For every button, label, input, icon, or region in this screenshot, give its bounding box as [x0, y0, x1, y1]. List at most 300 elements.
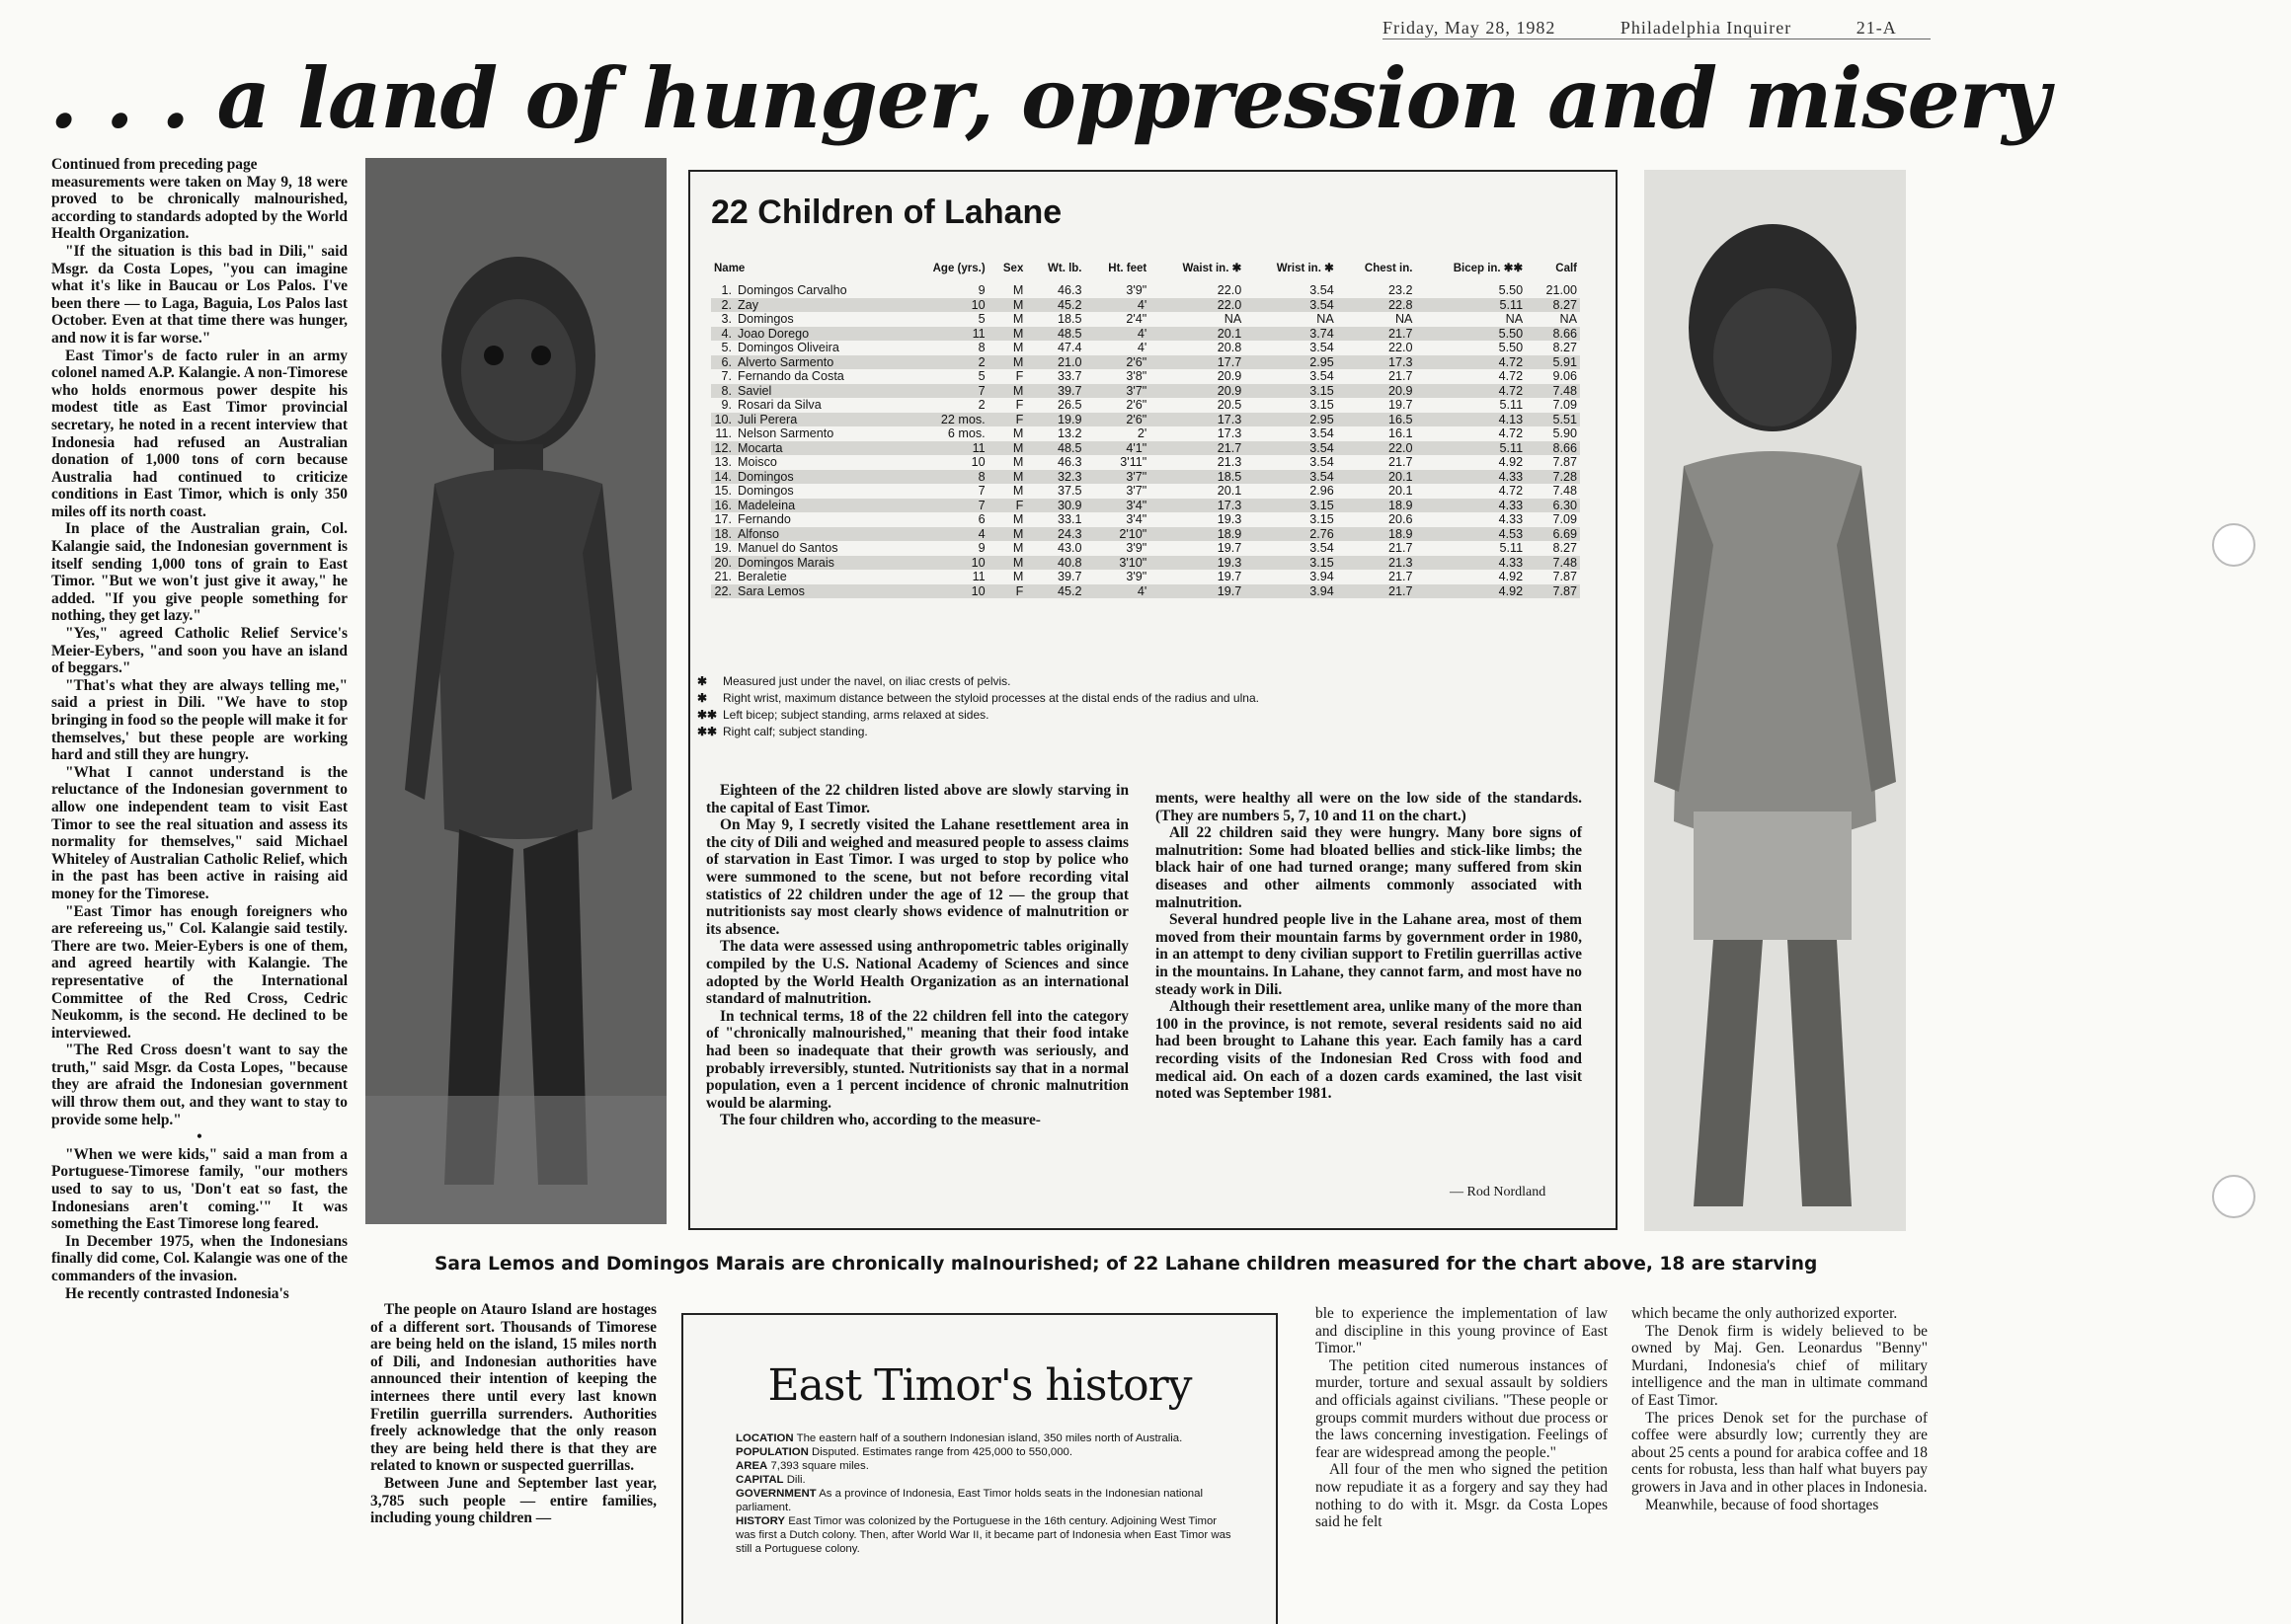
row-number-cell: 6.	[711, 355, 735, 370]
height-cell: 2'6"	[1126, 398, 1147, 412]
age-cell: 10	[903, 584, 988, 599]
height-cell: 2'6"	[1085, 355, 1150, 370]
weight-cell: 48.5	[1026, 441, 1084, 456]
wrist-cell: 3.15	[1244, 384, 1337, 399]
col-header-wrist: Wrist in. ✱	[1276, 263, 1334, 274]
calf-cell: 9.06	[1552, 369, 1577, 383]
calf-cell: 7.87	[1552, 570, 1577, 583]
weight-cell: 47.4	[1058, 341, 1082, 354]
bicep-cell: NA	[1505, 312, 1524, 326]
left-paragraph: In place of the Australian grain, Col. Kalangie said, the Indonesian government is itself sending 1,000 tons of grain to East Timor. "But we won't just give it away," he added. "If you give people something for nothing, they get lazy."	[51, 520, 348, 625]
wrist-cell: 2.95	[1244, 355, 1337, 370]
chest-cell: 22.0	[1337, 441, 1416, 456]
waist-cell: NA	[1224, 312, 1242, 326]
footnote: ✱✱ Left bicep; subject standing, arms relaxed at sides.	[697, 708, 989, 722]
table-row	[711, 327, 1580, 342]
row-number-cell: 11.	[715, 426, 732, 440]
row-number-cell: 9.	[721, 398, 732, 412]
weight-cell: 37.5	[1058, 484, 1082, 498]
photo-child-left	[365, 158, 667, 1224]
height-cell: 2'	[1137, 426, 1147, 440]
wrist-cell: 3.54	[1309, 369, 1334, 383]
weight-cell: 48.5	[1026, 327, 1084, 342]
calf-cell: 7.28	[1526, 470, 1580, 485]
waist-cell: 17.3	[1149, 499, 1244, 513]
table-row	[711, 570, 1580, 584]
waist-cell: 17.7	[1149, 355, 1244, 370]
wrist-cell: 3.54	[1309, 341, 1334, 354]
table-row	[711, 355, 1580, 370]
footnote: ✱✱ Right calf; subject standing.	[697, 725, 868, 738]
article-paragraph: Although their resettlement area, unlike many of the more than 100 in the province, is not remote, several residents said no aid had been brought to Lahane this year. Each family has a card recording visits of the Indonesian Red Cross with food and medical aid. On each of a dozen cards examined, the last visit noted was September 1981.	[1155, 998, 1582, 1103]
row-number-cell: 15.	[714, 484, 732, 498]
table-row	[711, 499, 1580, 513]
height-cell: 4'1"	[1085, 441, 1150, 456]
chest-cell: 21.3	[1337, 556, 1416, 571]
chest-cell: 23.2	[1387, 283, 1413, 297]
age-cell: 4	[903, 527, 988, 542]
article-paragraph: The prices Denok set for the purchase of coffee were absurdly low; currently they are about 25 cents a pound for arabica coffee and 18 cents for robusta, less than half what buyers pay growers in Java and in other places in Indonesia.	[1631, 1409, 1928, 1496]
wrist-cell: 3.15	[1244, 556, 1337, 571]
photo-child-right	[1644, 170, 1906, 1231]
history-item: GOVERNMENT As a province of Indonesia, East Timor holds seats in the Indonesian national parliament.	[736, 1488, 1203, 1513]
col-header-calf: Calf	[1555, 263, 1577, 274]
chest-cell: 17.3	[1337, 355, 1416, 370]
bicep-cell: 4.13	[1415, 413, 1526, 427]
waist-cell: 19.7	[1217, 570, 1242, 583]
col-header-waist: Waist in. ✱	[1182, 263, 1242, 274]
sex-cell: F	[988, 499, 1027, 513]
masthead-page: 21-A	[1856, 18, 1897, 38]
left-paragraph: "When we were kids," said a man from a Portuguese-Timorese family, "our mothers used to say to us, 'Don't eat so fast, the Indonesians aren't coming.'" It was something the East Timorese long feared.	[51, 1145, 348, 1233]
child-name-cell: Joao Dorego	[735, 327, 903, 342]
table-row	[711, 441, 1580, 456]
age-cell: 8	[978, 341, 986, 354]
weight-cell: 39.7	[1026, 384, 1084, 399]
wrist-cell: 3.15	[1309, 398, 1334, 412]
row-number-cell: 10.	[711, 413, 735, 427]
footnote: ✱ Measured just under the navel, on iliac crests of pelvis.	[697, 674, 1011, 688]
chest-cell: 22.8	[1337, 298, 1416, 313]
chest-cell: 22.0	[1387, 341, 1413, 354]
calf-cell: 8.66	[1526, 327, 1580, 342]
child-name-cell: Rosari da Silva	[738, 398, 822, 412]
height-cell: 3'4"	[1126, 512, 1147, 526]
table-row	[711, 283, 1580, 298]
table-body	[711, 283, 1580, 598]
bicep-cell: 4.72	[1415, 384, 1526, 399]
calf-cell: 7.48	[1526, 556, 1580, 571]
article-paragraph: In technical terms, 18 of the 22 children fell into the category of "chronically malnourished," meaning that their food intake had been so inadequate that their growth was seriously, and probably irreversibly, stunted. Nutritionists say that in a normal population, even a 1 percent incidence of chronic malnutrition would be alarming.	[706, 1007, 1129, 1112]
child-name-cell: Madeleina	[735, 499, 903, 513]
height-cell: 4'	[1137, 341, 1147, 354]
child-name-cell: Domingos Carvalho	[738, 283, 847, 297]
history-item: AREA 7,393 square miles.	[736, 1460, 869, 1472]
left-paragraph: He recently contrasted Indonesia's	[65, 1284, 289, 1302]
col-header-weight: Wt. lb.	[1048, 263, 1082, 274]
masthead	[1382, 18, 1931, 39]
photo-caption: Sara Lemos and Domingos Marais are chronically malnourished; of 22 Lahane children measured for the chart above, 18 are starving	[434, 1254, 1818, 1275]
history-item: CAPITAL Dili.	[736, 1474, 806, 1486]
article-paragraph: ments, were healthy all were on the low side of the standards. (They are numbers 5, 7, 10 and 11 on the chart.)	[1155, 790, 1582, 824]
row-number-cell: 12.	[711, 441, 735, 456]
child-name-cell: Beraletie	[738, 570, 787, 583]
bicep-cell: 5.11	[1499, 398, 1524, 412]
binder-hole	[2212, 523, 2255, 567]
age-cell: 5	[978, 369, 986, 383]
sex-cell: M	[1012, 312, 1024, 326]
waist-cell: 20.8	[1217, 341, 1242, 354]
age-cell: 2	[903, 355, 988, 370]
history-body	[736, 1431, 1239, 1556]
calf-cell: 5.91	[1526, 355, 1580, 370]
age-cell: 9	[978, 283, 986, 297]
bicep-cell: 5.50	[1415, 327, 1526, 342]
waist-cell: 19.7	[1217, 541, 1242, 555]
waist-cell: 21.3	[1217, 455, 1242, 469]
weight-cell: 45.2	[1026, 584, 1084, 599]
child-name-cell: Zay	[735, 298, 903, 313]
table-row	[711, 541, 1580, 556]
calf-cell: 8.66	[1526, 441, 1580, 456]
row-number-cell: 1.	[721, 283, 732, 297]
child-name-cell: Domingos	[735, 470, 903, 485]
age-cell: 2	[978, 398, 986, 412]
waist-cell: 19.3	[1217, 512, 1242, 526]
height-cell: 3'7"	[1085, 384, 1150, 399]
table-row	[711, 298, 1580, 313]
weight-cell: 32.3	[1026, 470, 1084, 485]
calf-cell: 7.48	[1526, 384, 1580, 399]
table-row	[711, 312, 1580, 327]
sex-cell: M	[1012, 283, 1024, 297]
calf-cell: 6.69	[1526, 527, 1580, 542]
age-cell: 8	[903, 470, 988, 485]
chest-cell: NA	[1394, 312, 1413, 326]
history-item: LOCATION The eastern half of a southern Indonesian island, 350 miles north of Australia.	[736, 1432, 1183, 1444]
age-cell: 22 mos.	[903, 413, 988, 427]
row-number-cell: 2.	[711, 298, 735, 313]
waist-cell: 20.9	[1149, 384, 1244, 399]
age-cell: 10	[971, 455, 986, 469]
waist-cell: 19.3	[1149, 556, 1244, 571]
child-name-cell: Saviel	[735, 384, 903, 399]
calf-cell: 7.09	[1552, 398, 1577, 412]
article-paragraph: Meanwhile, because of food shortages	[1645, 1496, 1879, 1513]
age-cell: 11	[903, 327, 988, 342]
sex-cell: M	[988, 441, 1027, 456]
col-header-chest: Chest in.	[1364, 263, 1413, 274]
chest-cell: 21.7	[1337, 584, 1416, 599]
bottom-column-5	[1631, 1305, 1928, 1513]
child-name-cell: Alfonso	[735, 527, 903, 542]
table-row	[711, 556, 1580, 571]
weight-cell: 26.5	[1058, 398, 1082, 412]
chest-cell: 21.7	[1387, 570, 1413, 583]
height-cell: 3'9"	[1126, 283, 1147, 297]
bicep-cell: 5.11	[1499, 541, 1524, 555]
weight-cell: 13.2	[1058, 426, 1082, 440]
chest-cell: 16.5	[1337, 413, 1416, 427]
sex-cell: M	[1012, 512, 1024, 526]
article-paragraph: The petition cited numerous instances of murder, torture and sexual assault by soldiers and officials against civilians. "These people or groups commit murders without due process or the laws concerning investigation. Feelings of fear are widespread among the people."	[1315, 1356, 1608, 1461]
weight-cell: 46.3	[1058, 283, 1082, 297]
waist-cell: 20.5	[1217, 398, 1242, 412]
bicep-cell: 4.92	[1415, 584, 1526, 599]
height-cell: 4'	[1085, 584, 1150, 599]
waist-cell: 18.5	[1149, 470, 1244, 485]
wrist-cell: 3.54	[1244, 298, 1337, 313]
row-number-cell: 17.	[714, 512, 732, 526]
weight-cell: 39.7	[1058, 570, 1082, 583]
row-number-cell: 5.	[721, 341, 732, 354]
age-cell: 5	[978, 312, 986, 326]
waist-cell: 22.0	[1149, 298, 1244, 313]
sex-cell: F	[988, 413, 1027, 427]
child-name-cell: Manuel do Santos	[738, 541, 838, 555]
bicep-cell: 5.50	[1498, 283, 1524, 297]
wrist-cell: NA	[1316, 312, 1334, 326]
table-row	[711, 470, 1580, 485]
bottom-column-4	[1315, 1305, 1608, 1531]
age-cell: 7	[903, 499, 988, 513]
age-cell: 9	[978, 541, 986, 555]
bicep-cell: 4.72	[1415, 355, 1526, 370]
chest-cell: 21.7	[1387, 541, 1413, 555]
bicep-cell: 4.33	[1415, 556, 1526, 571]
weight-cell: 30.9	[1026, 499, 1084, 513]
height-cell: 2'6"	[1085, 413, 1150, 427]
waist-cell: 18.9	[1149, 527, 1244, 542]
article-paragraph: All four of the men who signed the petition now repudiate it as a forgery and say they had nothing to do with it. Msgr. da Costa Lopes said he felt	[1315, 1461, 1608, 1531]
table-row	[711, 455, 1580, 470]
bicep-cell: 4.33	[1415, 499, 1526, 513]
weight-cell: 40.8	[1026, 556, 1084, 571]
height-cell: 4'	[1085, 327, 1150, 342]
sex-cell: M	[1012, 455, 1024, 469]
bicep-cell: 4.72	[1498, 426, 1524, 440]
row-number-cell: 16.	[711, 499, 735, 513]
height-cell: 3'8"	[1126, 369, 1147, 383]
weight-cell: 19.9	[1026, 413, 1084, 427]
chest-cell: 21.7	[1387, 369, 1413, 383]
weight-cell: 33.7	[1058, 369, 1082, 383]
chest-cell: 20.1	[1387, 484, 1413, 498]
child-name-cell: Fernando da Costa	[738, 369, 844, 383]
col-header-age: Age (yrs.)	[932, 263, 986, 274]
weight-cell: 43.0	[1058, 541, 1082, 555]
weight-cell: 24.3	[1026, 527, 1084, 542]
sex-cell: M	[988, 384, 1027, 399]
sex-cell: M	[1012, 570, 1024, 583]
table-row	[711, 527, 1580, 542]
row-number-cell: 20.	[711, 556, 735, 571]
height-cell: 3'9"	[1126, 541, 1147, 555]
height-cell: 3'10"	[1085, 556, 1150, 571]
bicep-cell: 4.72	[1498, 484, 1524, 498]
child-name-cell: Juli Perera	[735, 413, 903, 427]
child-name-cell: Mocarta	[735, 441, 903, 456]
age-cell: 7	[978, 484, 986, 498]
left-paragraph: "Yes," agreed Catholic Relief Service's Meier-Eybers, "and soon you have an island of beggars."	[51, 625, 348, 677]
row-number-cell: 18.	[711, 527, 735, 542]
wrist-cell: 3.54	[1309, 541, 1334, 555]
row-number-cell: 8.	[711, 384, 735, 399]
article-paragraph: The four children who, according to the measure-	[720, 1112, 1041, 1129]
chest-cell: 19.7	[1387, 398, 1413, 412]
waist-cell: 20.9	[1217, 369, 1242, 383]
article-paragraph: Several hundred people live in the Lahane area, most of them moved from their mountain farms by government order in 1980, in an attempt to deny civilian support to Fretilin guerrillas active in the mountains. In Lahane, they cannot farm, and most have no steady work in Dili.	[1155, 911, 1582, 998]
footnote: ✱ Right wrist, maximum distance between the styloid processes at the distal ends of the radius and ulna.	[697, 691, 1259, 705]
waist-cell: 17.3	[1217, 426, 1242, 440]
row-number-cell: 4.	[711, 327, 735, 342]
article-paragraph: The data were assessed using anthropometric tables originally compiled by the U.S. National Academy of Sciences and since adopted by the World Health Organization as an international standard of malnutrition.	[706, 938, 1129, 1008]
table-row	[711, 384, 1580, 399]
child-name-cell: Sara Lemos	[735, 584, 903, 599]
height-cell: 2'4"	[1126, 312, 1147, 326]
row-number-cell: 3.	[721, 312, 732, 326]
byline: — Rod Nordland	[1450, 1185, 1546, 1199]
chest-cell: 21.7	[1387, 455, 1413, 469]
age-cell: 6 mos.	[947, 426, 986, 440]
row-number-cell: 7.	[721, 369, 732, 383]
age-cell: 11	[903, 441, 988, 456]
weight-cell: 21.0	[1026, 355, 1084, 370]
wrist-cell: 3.54	[1309, 455, 1334, 469]
weight-cell: 46.3	[1058, 455, 1082, 469]
table-header-row	[711, 263, 1580, 275]
height-cell: 3'11"	[1120, 455, 1147, 469]
height-cell: 2'10"	[1085, 527, 1150, 542]
left-paragraph: "The Red Cross doesn't want to say the truth," said Msgr. da Costa Lopes, "because they are afraid the Indonesian government will throw them out, and they want to stay to provide some help."	[51, 1042, 348, 1128]
left-paragraph: measurements were taken on May 9, 18 were proved to be chronically malnourished, according to standards adopted by the World Health Organization.	[51, 173, 348, 243]
calf-cell: 6.30	[1526, 499, 1580, 513]
col-header-height: Ht. feet	[1108, 263, 1147, 274]
calf-cell: 8.27	[1526, 298, 1580, 313]
height-cell: 3'4"	[1085, 499, 1150, 513]
chest-cell: 20.1	[1337, 470, 1416, 485]
age-cell: 10	[903, 298, 988, 313]
article-paragraph: The Denok firm is widely believed to be owned by Maj. Gen. Leonardus "Benny" Murdani, Indonesia's chief of military intelligence and the man in ultimate command of East Timor.	[1631, 1322, 1928, 1409]
age-cell: 10	[903, 556, 988, 571]
chest-cell: 21.7	[1337, 327, 1416, 342]
calf-cell: 7.87	[1552, 455, 1577, 469]
calf-cell: NA	[1559, 312, 1577, 326]
calf-cell: 8.27	[1552, 541, 1577, 555]
child-name-cell: Domingos Marais	[735, 556, 903, 571]
article-column-2	[1155, 790, 1582, 1103]
calf-cell: 8.27	[1552, 341, 1577, 354]
waist-cell: 21.7	[1149, 441, 1244, 456]
waist-cell: 19.7	[1149, 584, 1244, 599]
height-cell: 3'9"	[1126, 570, 1147, 583]
chest-cell: 20.6	[1387, 512, 1413, 526]
sex-cell: M	[1012, 484, 1024, 498]
left-paragraph: "East Timor has enough foreigners who are refereeing us," Col. Kalangie said testily. There are two. Meier-Eybers is one of them, and agreed heartily with Kalangie. The representative of the International Committee of the Red Cross, Cedric Neukomm, is the second. He declined to be interviewed.	[51, 902, 348, 1042]
history-item: HISTORY East Timor was colonized by the Portuguese in the 16th century. Adjoining West Timor was first a Dutch colony. Then, after World War II, it became part of Indonesia when East Timor was still a Portuguese colony.	[736, 1515, 1231, 1555]
chest-cell: 16.1	[1387, 426, 1413, 440]
table-row	[711, 341, 1580, 355]
height-cell: 4'	[1085, 298, 1150, 313]
table-row	[711, 512, 1580, 527]
calf-cell: 5.90	[1552, 426, 1577, 440]
left-paragraph: "If the situation is this bad in Dili," said Msgr. da Costa Lopes, "you can imagine what it's like in Baucau or Los Palos. I've been there — to Laga, Baguia, Los Palos last October. Even at that time there was hunger, and now it is far worse."	[51, 242, 348, 347]
sex-cell: F	[1015, 369, 1024, 383]
chest-cell: 18.9	[1337, 499, 1416, 513]
sex-cell: M	[988, 527, 1027, 542]
bicep-cell: 5.50	[1498, 341, 1524, 354]
chest-cell: 20.9	[1337, 384, 1416, 399]
sex-cell: M	[988, 556, 1027, 571]
article-column-1	[706, 782, 1129, 1129]
waist-cell: 20.1	[1149, 327, 1244, 342]
table-row	[711, 369, 1580, 384]
sex-cell: M	[1012, 341, 1024, 354]
sex-cell: M	[988, 355, 1027, 370]
child-name-cell: Domingos Oliveira	[738, 341, 839, 354]
wrist-cell: 3.74	[1244, 327, 1337, 342]
bottom-column-2	[370, 1301, 657, 1527]
bicep-cell: 5.11	[1415, 441, 1526, 456]
child-name-cell: Domingos	[738, 312, 794, 326]
chest-cell: 18.9	[1337, 527, 1416, 542]
wrist-cell: 2.96	[1309, 484, 1334, 498]
waist-cell: 22.0	[1217, 283, 1242, 297]
masthead-date: Friday, May 28, 1982	[1382, 18, 1556, 38]
table-row	[711, 484, 1580, 499]
weight-cell: 33.1	[1058, 512, 1082, 526]
bicep-cell: 4.33	[1498, 512, 1524, 526]
children-measurement-table	[711, 263, 1600, 598]
child-name-cell: Moisco	[738, 455, 777, 469]
row-number-cell: 22.	[711, 584, 735, 599]
sex-cell: F	[988, 584, 1027, 599]
bicep-cell: 4.92	[1498, 570, 1524, 583]
bicep-cell: 4.33	[1415, 470, 1526, 485]
article-paragraph: On May 9, I secretly visited the Lahane resettlement area in the city of Dili and weighed and measured people to assess claims of starvation in East Timor. I was urged to stop by police who were summoned to the scene, but not before recording vital statistics of 22 children under the age of 12 — the group that nutritionists say most clearly shows evidence of malnutrition or its absence.	[706, 816, 1129, 938]
chart-footnotes	[697, 673, 1586, 740]
masthead-paper: Philadelphia Inquirer	[1620, 18, 1792, 38]
child-name-cell: Domingos	[738, 484, 794, 498]
bicep-cell: 4.72	[1498, 369, 1524, 383]
article-paragraph: Eighteen of the 22 children listed above are slowly starving in the capital of East Timor.	[706, 782, 1129, 816]
article-paragraph: The people on Atauro Island are hostages of a different sort. Thousands of Timorese are being held on the island, 15 miles north of Dili, and Indonesian authorities have announced their intention of keeping the internees there until every last known Fretilin guerrilla surrenders. Authorities freely acknowledge that the only reason they are being held there is that they are related to known or suspected guerrillas.	[370, 1301, 657, 1475]
headline: . . . a land of hunger, oppression and misery	[49, 49, 2050, 147]
col-header-name: Name	[714, 263, 746, 274]
sex-cell: M	[988, 470, 1027, 485]
wrist-cell: 3.54	[1244, 441, 1337, 456]
weight-cell: 18.5	[1058, 312, 1082, 326]
left-paragraph: East Timor's de facto ruler in an army colonel named A.P. Kalangie. A non-Timorese who holds enormous power despite his modest title as East Timor provincial secretary, he noted in a recent interview that Indonesia had refused an Australian donation of 1,000 tons of corn because Australia had continued to criticize conditions in East Timor, which is only 350 miles off its north coast.	[51, 347, 348, 520]
sex-cell: M	[988, 327, 1027, 342]
col-header-bicep: Bicep in. ✱✱	[1453, 263, 1524, 274]
child-name-cell: Fernando	[738, 512, 791, 526]
article-paragraph: All 22 children said they were hungry. Many bore signs of malnutrition: Some had bloated bellies and stick-like limbs; the black hair of one had turned orange; many suffered from skin diseases and other ailments commonly associated with malnutrition.	[1155, 824, 1582, 911]
child-name-cell: Nelson Sarmento	[738, 426, 834, 440]
weight-cell: 45.2	[1026, 298, 1084, 313]
history-item: POPULATION Disputed. Estimates range from 425,000 to 550,000.	[736, 1446, 1073, 1458]
age-cell: 7	[903, 384, 988, 399]
table-row	[711, 426, 1580, 441]
table-row	[711, 584, 1580, 599]
wrist-cell: 3.15	[1309, 512, 1334, 526]
left-paragraph: "What I cannot understand is the reluctance of the Indonesian government to allow one independent team to visit East Timor to see the real situation and assess its normality for themselves," said Michael Whiteley of Australian Catholic Relief, which in the past has been active in raising aid money for the Timorese.	[51, 763, 348, 902]
left-paragraph: In December 1975, when the Indonesians finally did come, Col. Kalangie was one of the commanders of the invasion.	[51, 1232, 348, 1284]
wrist-cell: 3.15	[1244, 499, 1337, 513]
binder-hole	[2212, 1175, 2255, 1218]
wrist-cell: 2.76	[1244, 527, 1337, 542]
wrist-cell: 3.54	[1309, 426, 1334, 440]
